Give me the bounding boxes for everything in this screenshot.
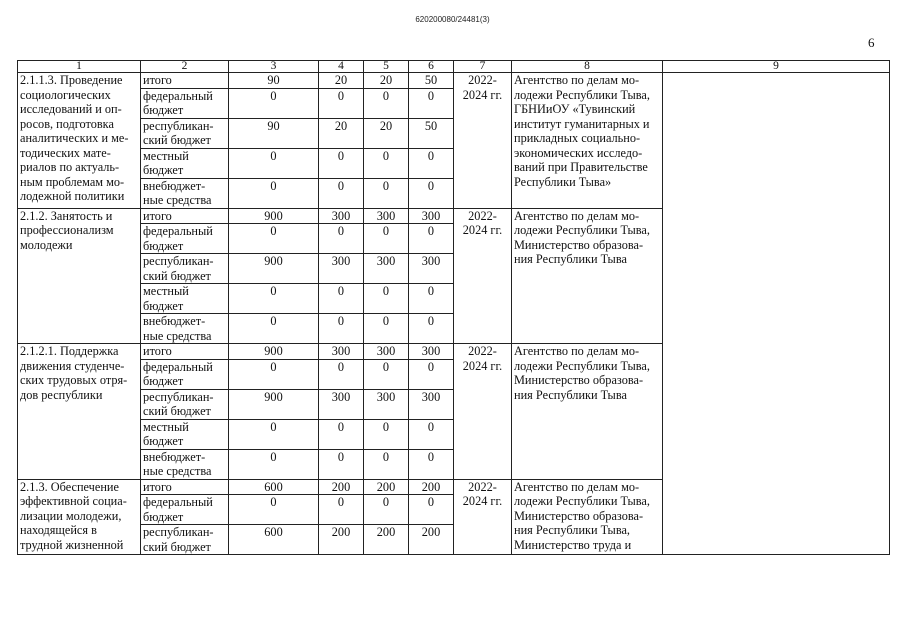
cell-text-line: республикан- <box>143 254 214 268</box>
measure-cell <box>18 344 141 480</box>
amount-cell: 200 <box>364 479 409 495</box>
amount-cell: 900 <box>229 344 319 360</box>
funding-source-cell <box>141 88 229 118</box>
amount-cell: 50 <box>409 118 454 148</box>
cell-text-line: 2022- <box>468 479 497 494</box>
amount-cell: 0 <box>364 449 409 479</box>
amount-cell: 0 <box>319 88 364 118</box>
period-cell <box>454 479 512 555</box>
amount-cell: 50 <box>409 73 454 89</box>
funding-source-cell <box>141 254 229 284</box>
measure-cell <box>18 479 141 555</box>
cell-text-line: лодежи Республики Тыва, <box>514 223 650 237</box>
cell-text-line: риалов по актуаль- <box>20 160 120 174</box>
cell-text-line: лизации молодежи, <box>20 508 122 523</box>
measure-cell <box>18 208 141 344</box>
cell-text-line: ский бюджет <box>143 539 211 554</box>
amount-cell: 0 <box>319 284 364 314</box>
cell-text-line: 2.1.2.1. Поддержка <box>20 344 119 358</box>
cell-text-line: эффективной социа- <box>20 494 127 508</box>
amount-cell: 300 <box>409 344 454 360</box>
cell-text-line: лодежи Республики Тыва, <box>514 494 650 508</box>
cell-text-line: местный <box>143 284 189 298</box>
amount-cell: 0 <box>409 314 454 344</box>
amount-cell: 0 <box>409 88 454 118</box>
amount-cell: 0 <box>364 148 409 178</box>
amount-cell: 0 <box>364 224 409 254</box>
amount-cell: 0 <box>319 359 364 389</box>
amount-cell: 0 <box>409 359 454 389</box>
cell-text-line: 2022- <box>468 344 497 358</box>
amount-cell: 0 <box>409 148 454 178</box>
amount-cell: 300 <box>409 208 454 224</box>
cell-text-line: ным проблемам мо- <box>20 174 125 189</box>
funding-source-cell <box>141 359 229 389</box>
amount-cell: 300 <box>319 208 364 224</box>
amount-cell: 0 <box>364 284 409 314</box>
cell-text-line: 2022- <box>468 73 497 87</box>
funding-source-cell <box>141 479 229 495</box>
cell-text-line: Агентство по делам мо- <box>514 479 640 494</box>
amount-cell: 0 <box>364 359 409 389</box>
funding-source-cell <box>141 224 229 254</box>
cell-text-line: Министерство образова- <box>514 237 644 252</box>
cell-text-line: бюджет <box>143 298 184 313</box>
amount-cell: 0 <box>409 178 454 208</box>
cell-text-line: ский бюджет <box>143 133 211 147</box>
header-cell: 1 <box>18 61 141 73</box>
cell-text-line: ваний при Правительстве <box>514 160 648 174</box>
amount-cell: 300 <box>364 344 409 360</box>
cell-text-line: ский бюджет <box>143 268 211 283</box>
funding-source-cell <box>141 389 229 419</box>
cell-text-line: молодежи <box>20 237 73 252</box>
amount-cell: 20 <box>364 118 409 148</box>
funding-source-cell <box>141 148 229 178</box>
cell-text-line: Министерство образова- <box>514 508 644 523</box>
result-cell <box>663 73 890 555</box>
cell-text-line: лодежи Республики Тыва, <box>514 87 650 102</box>
cell-text-line: трудной жизненной <box>20 537 124 552</box>
cell-text-line: социологических <box>20 87 111 102</box>
cell-text-line: Министерство образова- <box>514 373 644 387</box>
amount-cell: 20 <box>364 73 409 89</box>
cell-text-line: 2024 гг. <box>462 223 503 237</box>
cell-text-line: внебюджет- <box>143 449 206 464</box>
cell-text-line: ских трудовых отря- <box>20 373 128 387</box>
cell-text-line: итого <box>143 479 172 494</box>
cell-text-line: бюджет <box>143 163 184 177</box>
amount-cell: 90 <box>229 73 319 89</box>
amount-cell: 200 <box>364 525 409 555</box>
header-cell: 6 <box>409 61 454 73</box>
cell-text-line: дов республики <box>20 387 103 402</box>
amount-cell: 0 <box>229 224 319 254</box>
amount-cell: 300 <box>364 254 409 284</box>
amount-cell: 300 <box>319 389 364 419</box>
cell-text-line: ния Республики Тыва <box>514 387 627 402</box>
amount-cell: 200 <box>319 525 364 555</box>
amount-cell: 0 <box>229 419 319 449</box>
amount-cell: 300 <box>319 344 364 360</box>
amount-cell: 900 <box>229 254 319 284</box>
cell-text-line: итого <box>143 208 172 223</box>
cell-text-line: аналитических и ме- <box>20 131 129 145</box>
program-table <box>17 60 890 555</box>
cell-text-line: местный <box>143 419 189 434</box>
amount-cell: 0 <box>229 314 319 344</box>
cell-text-line: профессионализм <box>20 223 114 237</box>
cell-text-line: федеральный <box>143 495 213 509</box>
cell-text-line: республикан- <box>143 389 214 404</box>
cell-text-line: внебюджет- <box>143 178 206 193</box>
cell-text-line: исследований и оп- <box>20 102 122 116</box>
cell-text-line: ский бюджет <box>143 404 211 418</box>
amount-cell: 0 <box>229 449 319 479</box>
cell-text-line: республикан- <box>143 118 214 133</box>
amount-cell: 0 <box>409 224 454 254</box>
cell-text-line: бюджет <box>143 434 184 448</box>
cell-text-line: внебюджет- <box>143 314 206 328</box>
cell-text-line: итого <box>143 344 172 358</box>
responsible-cell <box>512 208 663 344</box>
page-number: 6 <box>868 35 875 50</box>
amount-cell: 0 <box>229 178 319 208</box>
amount-cell: 0 <box>409 419 454 449</box>
cell-text-line: Республики Тыва» <box>514 174 612 189</box>
cell-text-line: институт гуманитарных и <box>514 116 650 131</box>
amount-cell: 200 <box>409 479 454 495</box>
cell-text-line: Агентство по делам мо- <box>514 344 640 358</box>
cell-text-line: 2.1.1.3. Проведение <box>20 73 123 87</box>
measure-cell <box>18 73 141 209</box>
amount-cell: 200 <box>319 479 364 495</box>
funding-source-cell <box>141 525 229 555</box>
amount-cell: 20 <box>319 118 364 148</box>
cell-text-line: бюджет <box>143 103 184 117</box>
amount-cell: 0 <box>319 495 364 525</box>
table-row <box>18 73 890 89</box>
cell-text-line: экономических исследо- <box>514 145 643 160</box>
amount-cell: 20 <box>319 73 364 89</box>
cell-text-line: ГБНИиОУ «Тувинский <box>514 102 636 116</box>
amount-cell: 0 <box>319 419 364 449</box>
amount-cell: 600 <box>229 525 319 555</box>
cell-text-line: бюджет <box>143 509 184 524</box>
funding-source-cell <box>141 314 229 344</box>
period-cell <box>454 344 512 480</box>
header-cell: 3 <box>229 61 319 73</box>
amount-cell: 0 <box>319 224 364 254</box>
amount-cell: 300 <box>319 254 364 284</box>
cell-text-line: 2024 гг. <box>462 494 503 508</box>
cell-text-line: бюджет <box>143 238 184 253</box>
header-cell: 8 <box>512 61 663 73</box>
cell-text-line: прикладных социально- <box>514 131 641 145</box>
document-id: 620200080/24481(3) <box>415 15 490 24</box>
amount-cell: 0 <box>409 284 454 314</box>
cell-text-line: ные средства <box>143 193 212 207</box>
cell-text-line: находящейся в <box>20 523 97 537</box>
amount-cell: 0 <box>229 88 319 118</box>
amount-cell: 200 <box>409 525 454 555</box>
amount-cell: 0 <box>409 449 454 479</box>
funding-source-cell <box>141 178 229 208</box>
responsible-cell <box>512 479 663 555</box>
amount-cell: 0 <box>229 359 319 389</box>
amount-cell: 0 <box>319 148 364 178</box>
cell-text-line: 2024 гг. <box>462 358 503 373</box>
cell-text-line: лодежи Республики Тыва, <box>514 358 650 373</box>
amount-cell: 0 <box>364 495 409 525</box>
cell-text-line: итого <box>143 73 172 87</box>
amount-cell: 90 <box>229 118 319 148</box>
responsible-cell <box>512 73 663 209</box>
amount-cell: 0 <box>319 178 364 208</box>
cell-text-line: местный <box>143 148 189 163</box>
amount-cell: 0 <box>364 178 409 208</box>
cell-text-line: 2.1.2. Занятость и <box>20 208 113 223</box>
cell-text-line: ные средства <box>143 328 212 343</box>
amount-cell: 0 <box>319 314 364 344</box>
funding-source-cell <box>141 344 229 360</box>
header-cell: 5 <box>364 61 409 73</box>
amount-cell: 0 <box>229 284 319 314</box>
amount-cell: 300 <box>409 254 454 284</box>
funding-source-cell <box>141 284 229 314</box>
amount-cell: 300 <box>364 389 409 419</box>
period-cell <box>454 73 512 209</box>
cell-text-line: федеральный <box>143 224 213 238</box>
cell-text-line: Агентство по делам мо- <box>514 73 640 87</box>
cell-text-line: Агентство по делам мо- <box>514 208 640 223</box>
funding-source-cell <box>141 208 229 224</box>
amount-cell: 300 <box>364 208 409 224</box>
amount-cell: 0 <box>409 495 454 525</box>
amount-cell: 600 <box>229 479 319 495</box>
amount-cell: 0 <box>229 495 319 525</box>
header-cell: 9 <box>663 61 890 73</box>
cell-text-line: 2.1.3. Обеспечение <box>20 479 119 494</box>
amount-cell: 0 <box>319 449 364 479</box>
funding-source-cell <box>141 419 229 449</box>
cell-text-line: федеральный <box>143 88 213 103</box>
cell-text-line: 2024 гг. <box>462 87 503 102</box>
cell-text-line: лодежной политики <box>20 189 125 203</box>
cell-text-line: Министерство труда и <box>514 537 632 552</box>
funding-source-cell <box>141 449 229 479</box>
amount-cell: 0 <box>364 419 409 449</box>
cell-text-line: бюджет <box>143 374 184 388</box>
cell-text-line: движения студенче- <box>20 358 125 373</box>
amount-cell: 900 <box>229 208 319 224</box>
cell-text-line: республикан- <box>143 525 214 539</box>
amount-cell: 900 <box>229 389 319 419</box>
header-cell: 7 <box>454 61 512 73</box>
cell-text-line: ния Республики Тыва, <box>514 523 630 537</box>
period-cell <box>454 208 512 344</box>
header-cell: 4 <box>319 61 364 73</box>
funding-source-cell <box>141 73 229 89</box>
cell-text-line: ные средства <box>143 464 212 478</box>
responsible-cell <box>512 344 663 480</box>
amount-cell: 0 <box>364 314 409 344</box>
amount-cell: 300 <box>409 389 454 419</box>
header-cell: 2 <box>141 61 229 73</box>
amount-cell: 0 <box>229 148 319 178</box>
cell-text-line: федеральный <box>143 359 213 374</box>
funding-source-cell <box>141 495 229 525</box>
funding-source-cell <box>141 118 229 148</box>
header-row <box>18 61 890 73</box>
cell-text-line: ния Республики Тыва <box>514 252 627 266</box>
amount-cell: 0 <box>364 88 409 118</box>
cell-text-line: 2022- <box>468 208 497 223</box>
cell-text-line: росов, подготовка <box>20 116 114 131</box>
cell-text-line: тодических мате- <box>20 145 111 160</box>
